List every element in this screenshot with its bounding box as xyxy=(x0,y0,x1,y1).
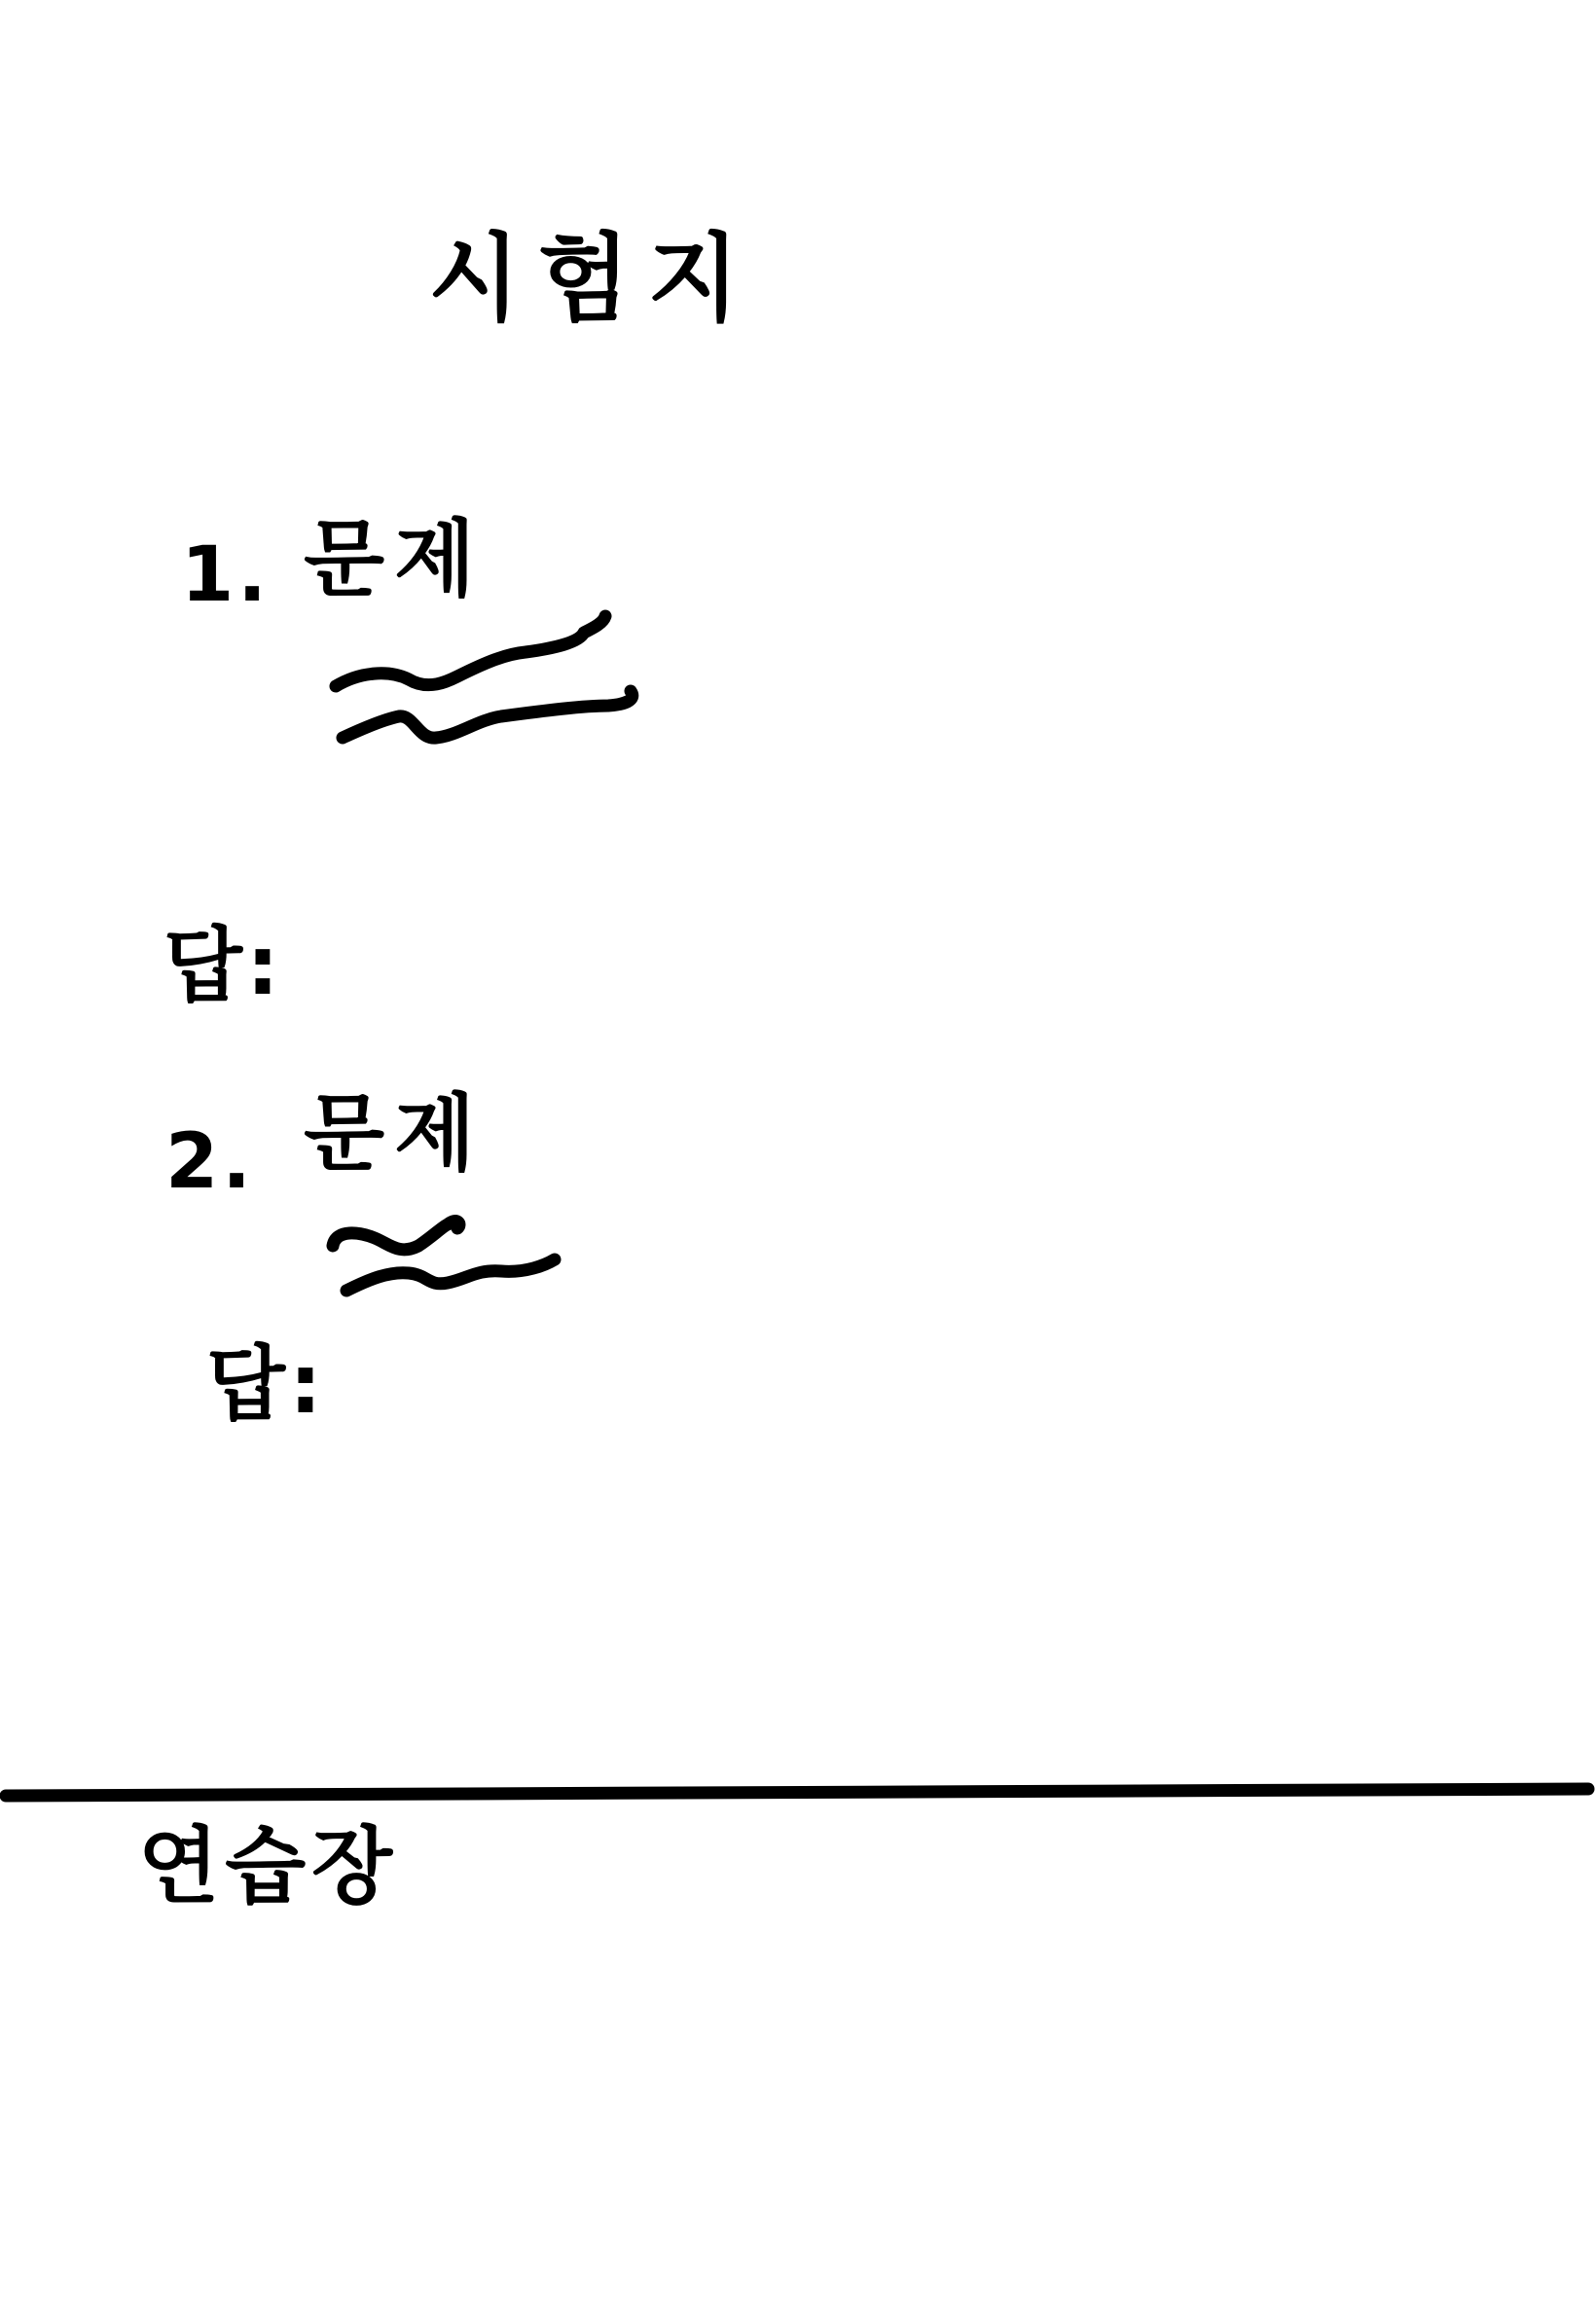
practice-area-label: 연습장 xyxy=(138,1818,399,1915)
practice-divider-line xyxy=(6,1789,1588,1796)
question-2-number: 2. xyxy=(165,1118,255,1206)
question-2-label: 문제 xyxy=(304,1085,486,1183)
answer-1-label: 답: xyxy=(163,918,283,1013)
answer-2-label: 답: xyxy=(206,1336,326,1432)
sheet-title: 시험지 xyxy=(428,224,758,335)
question-1-label: 문제 xyxy=(304,511,486,608)
question-1-squiggle-line-2 xyxy=(343,691,633,738)
question-2-squiggle-line-1 xyxy=(333,1221,459,1250)
question-1-number: 1. xyxy=(181,531,271,619)
question-1-squiggle-line-1 xyxy=(336,616,605,686)
question-2-squiggle-line-2 xyxy=(346,1259,555,1291)
